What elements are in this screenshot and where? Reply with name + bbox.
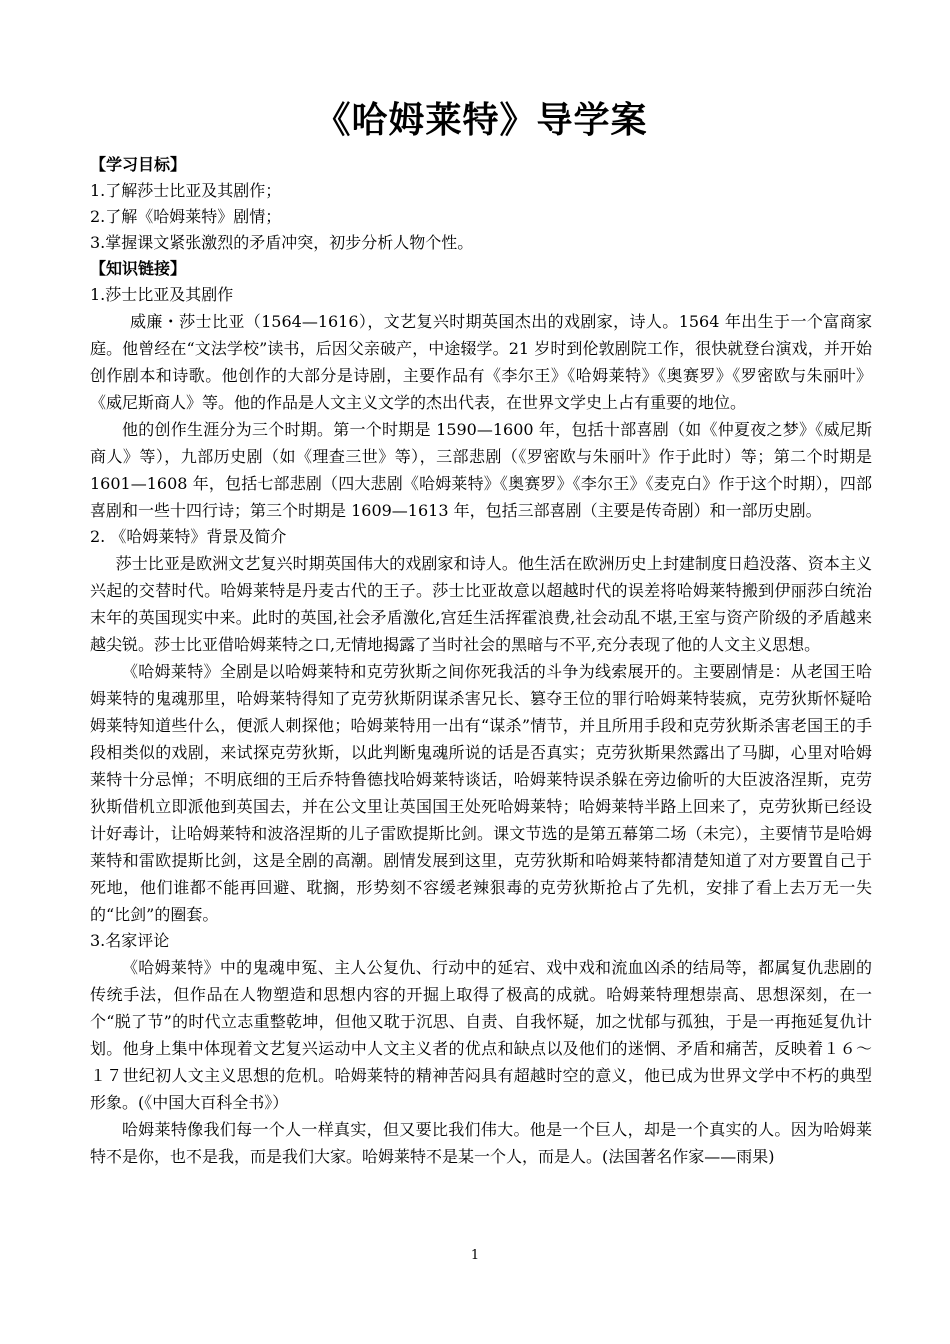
document-page bbox=[90, 96, 872, 1170]
section-links bbox=[90, 256, 872, 1170]
subsection-title: 3.名家评论 bbox=[90, 931, 170, 950]
paragraph: 他的创作生涯分为三个时期。第一个时期是 1590—1600 年，包括十部喜剧（如《仲夏夜之梦》《威尼斯商人》等），九部历史剧（如《理查三世》等），三部悲剧（《罗密欧与朱丽叶》作于此时）等；第二个时期是 1601—1608 年，包括七部悲剧（四大悲剧《哈姆莱特》《奥赛罗》《李尔王》《麦克白》作于这个时期），四部喜剧和一些十四行诗；第三个时期是 1609—1613 年，包括三部喜剧（主要是传奇剧）和一部历史剧。 bbox=[90, 420, 872, 520]
section-goals bbox=[90, 152, 872, 256]
paragraph: 莎士比亚是欧洲文艺复兴时期英国伟大的戏剧家和诗人。他生活在欧洲历史上封建制度日趋没落、资本主义兴起的交替时代。哈姆莱特是丹麦古代的王子。莎士比亚故意以超越时代的误差将哈姆莱特搬到伊丽莎白统治末年的英国现实中来。此时的英国,社会矛盾激化,宫廷生活挥霍浪费,社会动乱不堪,王室与资产阶级的矛盾越来越尖锐。莎士比亚借哈姆莱特之口,无情地揭露了当时社会的黑暗与不平,充分表现了他的人文主义思想。 bbox=[90, 554, 872, 654]
page-title: 《哈姆莱特》导学案 bbox=[314, 100, 648, 141]
paragraph: 威廉・莎士比亚（1564—1616），文艺复兴时期英国杰出的戏剧家，诗人。1564 年出生于一个富商家庭。他曾经在“文法学校”读书，后因父亲破产，中途辍学。21 岁时到伦敦剧院工作，很快就登台演戏，并开始创作剧本和诗歌。他创作的大部分是诗剧，主要作品有《李尔王》《哈姆莱特》《奥赛罗》《罗密欧与朱丽叶》《威尼斯商人》等。他的作品是人文主义文学的杰出代表，在世界文学史上占有重要的地位。 bbox=[90, 312, 872, 412]
paragraph: 《哈姆莱特》中的鬼魂申冤、主人公复仇、行动中的延宕、戏中戏和流血凶杀的结局等，都属复仇悲剧的传统手法，但作品在人物塑造和思想内容的开掘上取得了极高的成就。哈姆莱特理想崇高、思想深刻，在一个“脱了节”的时代立志重整乾坤，但他又耽于沉思、自责、自我怀疑，加之忧郁与孤独，于是一再拖延复仇计划。他身上集中体现着文艺复兴运动中人文主义者的优点和缺点以及他们的迷惘、矛盾和痛苦，反映着１６～１７世纪初人文主义思想的危机。哈姆莱特的精神苦闷具有超越时空的意义，他已成为世界文学中不朽的典型形象。(《中国大百科全书》） bbox=[90, 958, 872, 1112]
paragraph: 《哈姆莱特》全剧是以哈姆莱特和克劳狄斯之间你死我活的斗争为线索展开的。主要剧情是：从老国王哈姆莱特的鬼魂那里，哈姆莱特得知了克劳狄斯阴谋杀害兄长、篡夺王位的罪行哈姆莱特装疯，克劳狄斯怀疑哈姆莱特知道些什么，便派人刺探他；哈姆莱特用一出有“谋杀”情节，并且所用手段和克劳狄斯杀害老国王的手段相类似的戏剧，来试探克劳狄斯，以此判断鬼魂所说的话是否真实；克劳狄斯果然露出了马脚，心里对哈姆莱特十分忌惮；不明底细的王后乔特鲁德找哈姆莱特谈话，哈姆莱特误杀躲在旁边偷听的大臣波洛涅斯，克劳狄斯借机立即派他到英国去，并在公文里让英国国王处死哈姆莱特；哈姆莱特半路上回来了，克劳狄斯已经设计好毒计，让哈姆莱特和波洛涅斯的儿子雷欧提斯比剑。课文节选的是第五幕第二场（未完），主要情节是哈姆莱特和雷欧提斯比剑，这是全剧的高潮。剧情发展到这里，克劳狄斯和哈姆莱特都清楚知道了对方要置自己于死地，他们谁都不能再回避、耽搁，形势刻不容缓老辣狠毒的克劳狄斯抢占了先机，安排了看上去万无一失的“比剑”的圈套。 bbox=[90, 662, 872, 924]
subsection-title: 1.莎士比亚及其剧作 bbox=[90, 285, 234, 304]
goal-item: 1.了解莎士比亚及其剧作； bbox=[90, 181, 282, 200]
goal-item: 2.了解《哈姆莱特》剧情； bbox=[90, 207, 282, 226]
goal-item: 3.掌握课文紧张激烈的矛盾冲突，初步分析人物个性。 bbox=[90, 233, 474, 252]
goals-heading: 【学习目标】 bbox=[90, 155, 187, 174]
links-heading: 【知识链接】 bbox=[90, 259, 187, 278]
page-number: 1 bbox=[470, 1248, 480, 1263]
paragraph: 哈姆莱特像我们每一个人一样真实，但又要比我们伟大。他是一个巨人，却是一个真实的人。因为哈姆莱特不是你，也不是我，而是我们大家。哈姆莱特不是某一个人，而是人。(法国著名作家——雨果) bbox=[90, 1120, 872, 1166]
subsection-title: 2. 《哈姆莱特》背景及简介 bbox=[90, 527, 287, 546]
